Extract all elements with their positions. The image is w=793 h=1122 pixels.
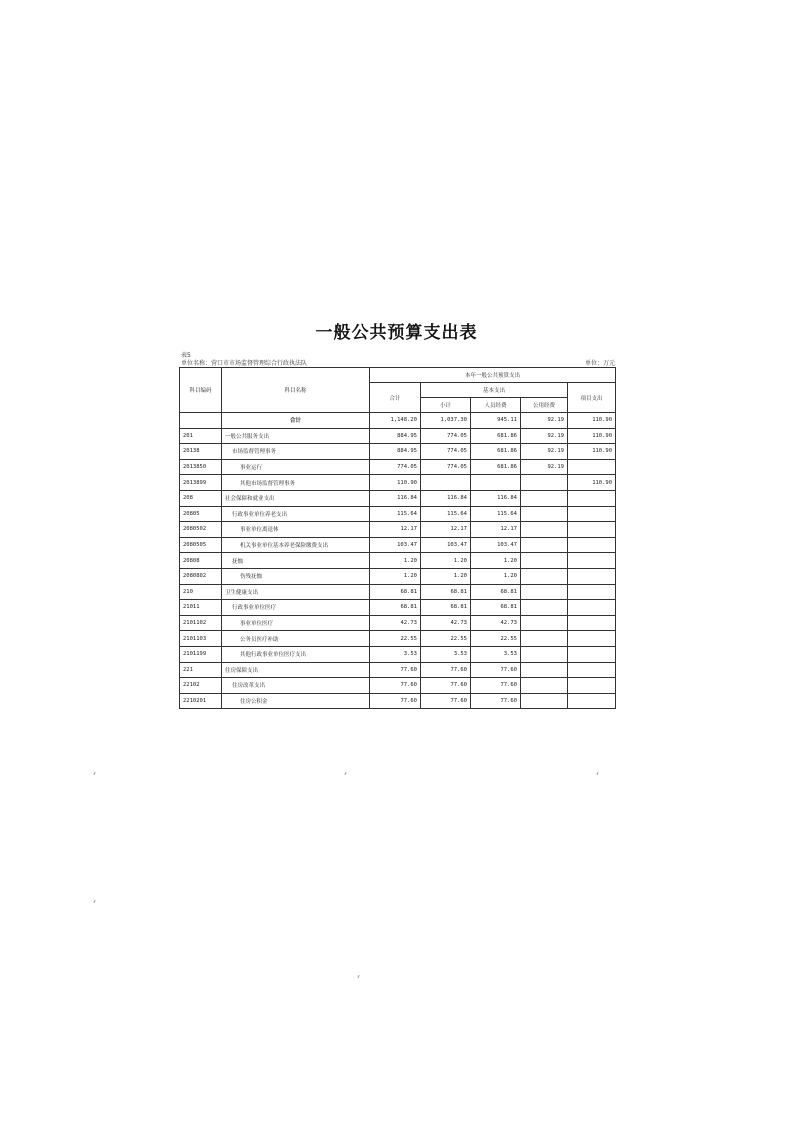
cell-name: 抚恤 (222, 553, 370, 569)
table-row (180, 678, 616, 694)
cell-subtotal: 1.20 (421, 553, 471, 569)
cell-code: 2080802 (180, 568, 222, 584)
cell-public (521, 490, 568, 506)
table-row (180, 459, 616, 475)
cell-name: 市场监督管理事务 (222, 444, 370, 460)
cell-project (568, 615, 616, 631)
cell-public: 92.19 (521, 444, 568, 460)
cell-project (568, 600, 616, 616)
cell-name: 住房公积金 (222, 693, 370, 709)
cell-personnel: 681.86 (471, 459, 521, 475)
cell-total: 110.90 (370, 475, 421, 491)
cell-total: 77.60 (370, 678, 421, 694)
table-row (180, 646, 616, 662)
cell-total: 1,148.20 (370, 413, 421, 429)
cell-name: 住房改革支出 (222, 678, 370, 694)
cell-public (521, 553, 568, 569)
cell-subtotal: 42.73 (421, 615, 471, 631)
cell-code: 2101102 (180, 615, 222, 631)
cell-personnel: 681.86 (471, 444, 521, 460)
cell-code: 221 (180, 662, 222, 678)
cell-total: 77.60 (370, 693, 421, 709)
cell-personnel: 77.60 (471, 662, 521, 678)
cell-project (568, 646, 616, 662)
table-row (180, 444, 616, 460)
table-row (180, 522, 616, 538)
cell-subtotal: 77.60 (421, 693, 471, 709)
scan-speck (93, 900, 95, 903)
cell-total: 42.73 (370, 615, 421, 631)
cell-subtotal: 774.05 (421, 459, 471, 475)
cell-personnel: 68.81 (471, 600, 521, 616)
table-row (180, 631, 616, 647)
table-row (180, 693, 616, 709)
cell-public (521, 631, 568, 647)
table-row (180, 600, 616, 616)
cell-public: 92.19 (521, 413, 568, 429)
cell-code: 210 (180, 584, 222, 600)
cell-project: 110.90 (568, 444, 616, 460)
cell-personnel: 1.20 (471, 568, 521, 584)
header-public: 公用经费 (521, 398, 568, 413)
cell-code: 2101199 (180, 646, 222, 662)
cell-project (568, 662, 616, 678)
cell-project (568, 631, 616, 647)
cell-name: 事业单位离退休 (222, 522, 370, 538)
cell-code: 2080502 (180, 522, 222, 538)
budget-expenditure-table (179, 367, 616, 709)
header-group: 本年一般公共预算支出 (370, 368, 616, 383)
cell-name: 合计 (222, 413, 370, 429)
cell-subtotal: 774.05 (421, 428, 471, 444)
table-row (180, 568, 616, 584)
cell-public (521, 568, 568, 584)
cell-total: 884.95 (370, 444, 421, 460)
table-number: 表5 (181, 352, 191, 359)
cell-subtotal: 68.81 (421, 584, 471, 600)
cell-total: 103.47 (370, 537, 421, 553)
cell-personnel: 3.53 (471, 646, 521, 662)
cell-project (568, 568, 616, 584)
cell-project (568, 678, 616, 694)
table-row (180, 662, 616, 678)
cell-code: 2210201 (180, 693, 222, 709)
cell-personnel: 77.60 (471, 678, 521, 694)
cell-project: 110.90 (568, 413, 616, 429)
cell-code: 22102 (180, 678, 222, 694)
cell-personnel: 12.17 (471, 522, 521, 538)
cell-code: 2013850 (180, 459, 222, 475)
header-personnel: 人员经费 (471, 398, 521, 413)
cell-public (521, 537, 568, 553)
table-row (180, 584, 616, 600)
scan-speck (344, 772, 346, 775)
cell-total: 12.17 (370, 522, 421, 538)
cell-public (521, 615, 568, 631)
cell-subtotal: 12.17 (421, 522, 471, 538)
cell-code: 21011 (180, 600, 222, 616)
cell-public (521, 506, 568, 522)
cell-name: 其他市场监督管理事务 (222, 475, 370, 491)
table-row (180, 553, 616, 569)
cell-name: 行政事业单位养老支出 (222, 506, 370, 522)
cell-project (568, 584, 616, 600)
cell-name: 住房保障支出 (222, 662, 370, 678)
cell-subtotal: 22.55 (421, 631, 471, 647)
cell-total: 22.55 (370, 631, 421, 647)
cell-project (568, 506, 616, 522)
cell-code: 2101103 (180, 631, 222, 647)
cell-personnel: 115.64 (471, 506, 521, 522)
header-project: 项目支出 (568, 383, 616, 413)
table-row (180, 506, 616, 522)
cell-subtotal: 3.53 (421, 646, 471, 662)
cell-code: 2013899 (180, 475, 222, 491)
cell-subtotal: 1.20 (421, 568, 471, 584)
cell-subtotal: 103.47 (421, 537, 471, 553)
cell-public (521, 662, 568, 678)
scan-speck (93, 772, 95, 775)
header-name: 科目名称 (222, 368, 370, 413)
cell-subtotal: 77.60 (421, 678, 471, 694)
cell-name: 事业单位医疗 (222, 615, 370, 631)
table-row (180, 537, 616, 553)
table-body (180, 413, 616, 709)
cell-public (521, 646, 568, 662)
header-code: 科目编码 (180, 368, 222, 413)
cell-public (521, 522, 568, 538)
scan-speck (357, 975, 359, 978)
cell-subtotal: 1,037.30 (421, 413, 471, 429)
cell-personnel: 945.11 (471, 413, 521, 429)
cell-public: 92.19 (521, 459, 568, 475)
cell-project (568, 537, 616, 553)
cell-subtotal (421, 475, 471, 491)
table-total-row (180, 413, 616, 429)
cell-total: 774.05 (370, 459, 421, 475)
cell-total: 77.60 (370, 662, 421, 678)
cell-public (521, 475, 568, 491)
cell-name: 行政事业单位医疗 (222, 600, 370, 616)
cell-code: 2080505 (180, 537, 222, 553)
cell-name: 伤残抚恤 (222, 568, 370, 584)
cell-total: 115.64 (370, 506, 421, 522)
cell-total: 116.84 (370, 490, 421, 506)
cell-total: 68.81 (370, 584, 421, 600)
cell-personnel: 42.73 (471, 615, 521, 631)
header-subtotal: 小计 (421, 398, 471, 413)
cell-subtotal: 77.60 (421, 662, 471, 678)
cell-subtotal: 774.05 (421, 444, 471, 460)
cell-name: 社会保障和就业支出 (222, 490, 370, 506)
scan-speck (596, 772, 598, 775)
cell-name: 其他行政事业单位医疗支出 (222, 646, 370, 662)
cell-personnel: 103.47 (471, 537, 521, 553)
cell-total: 3.53 (370, 646, 421, 662)
cell-personnel: 1.20 (471, 553, 521, 569)
cell-personnel: 116.84 (471, 490, 521, 506)
cell-name: 公务员医疗补助 (222, 631, 370, 647)
cell-personnel: 77.60 (471, 693, 521, 709)
cell-total: 1.20 (370, 553, 421, 569)
cell-code: 201 (180, 428, 222, 444)
cell-code: 208 (180, 490, 222, 506)
cell-name: 一般公共服务支出 (222, 428, 370, 444)
cell-subtotal: 115.64 (421, 506, 471, 522)
cell-public (521, 584, 568, 600)
cell-project (568, 693, 616, 709)
cell-subtotal: 68.81 (421, 600, 471, 616)
cell-personnel: 22.55 (471, 631, 521, 647)
table-row (180, 490, 616, 506)
currency-unit: 单位：万元 (584, 360, 615, 367)
unit-name: 单位名称：营口市市场监督管理综合行政执法队 (181, 360, 308, 367)
cell-total: 68.81 (370, 600, 421, 616)
cell-project (568, 553, 616, 569)
cell-public: 92.19 (521, 428, 568, 444)
cell-name: 卫生健康支出 (222, 584, 370, 600)
header-total: 合计 (370, 383, 421, 413)
cell-public (521, 600, 568, 616)
cell-code: 20805 (180, 506, 222, 522)
table-row (180, 615, 616, 631)
cell-personnel: 68.81 (471, 584, 521, 600)
cell-total: 1.20 (370, 568, 421, 584)
table-row (180, 475, 616, 491)
cell-project: 110.90 (568, 475, 616, 491)
cell-code: 20138 (180, 444, 222, 460)
table-row (180, 428, 616, 444)
header-basic: 基本支出 (421, 383, 568, 398)
cell-total: 884.95 (370, 428, 421, 444)
cell-project (568, 490, 616, 506)
cell-project (568, 522, 616, 538)
cell-project (568, 459, 616, 475)
cell-public (521, 678, 568, 694)
cell-public (521, 693, 568, 709)
document-title: 一般公共预算支出表 (315, 323, 478, 343)
cell-project: 110.90 (568, 428, 616, 444)
cell-personnel: 681.86 (471, 428, 521, 444)
cell-code: 20808 (180, 553, 222, 569)
cell-subtotal: 116.84 (421, 490, 471, 506)
cell-name: 机关事业单位基本养老保险缴费支出 (222, 537, 370, 553)
cell-name: 事业运行 (222, 459, 370, 475)
cell-code (180, 413, 222, 429)
cell-personnel (471, 475, 521, 491)
